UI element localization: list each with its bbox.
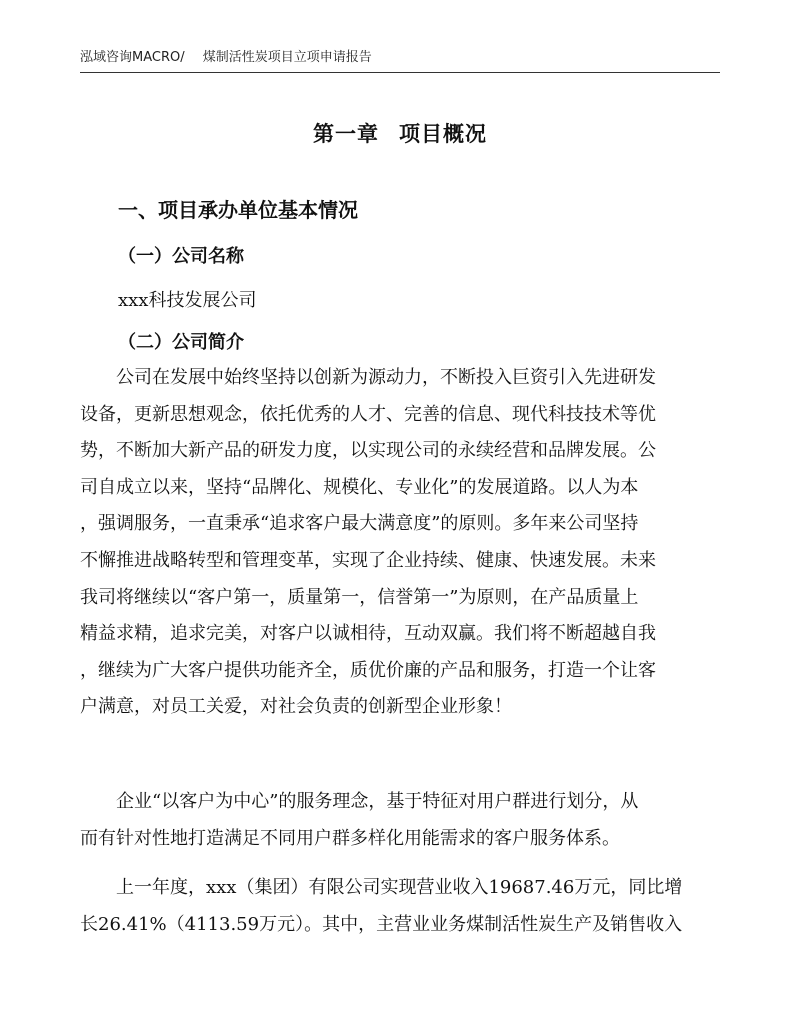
paragraph-company-profile [80, 360, 720, 726]
paragraph-line: 公司在发展中始终坚持以创新为源动力，不断投入巨资引入先进研发 [80, 367, 656, 388]
subsection-heading-company-name: （一）公司名称 [118, 246, 244, 267]
section-heading: 一、项目承办单位基本情况 [118, 198, 358, 222]
header-rule [80, 72, 720, 73]
paragraph-annual-revenue [80, 870, 720, 943]
running-header [80, 46, 372, 65]
paragraph-line: 长26.41%（4113.59万元）。其中，主营业业务煤制活性炭生产及销售收入 [80, 913, 683, 935]
chapter-title: 项目概况 [399, 122, 487, 146]
paragraph-line: 我司将继续以“客户第一，质量第一，信誉第一”为原则，在产品质量上 [80, 586, 639, 608]
paragraph-line: 不懈推进战略转型和管理变革，实现了企业持续、健康、快速发展。未来 [80, 549, 656, 571]
paragraph-line: ，继续为广大客户提供功能齐全，质优价廉的产品和服务，打造一个让客 [80, 659, 656, 681]
paragraph-line: 设备，更新思想观念，依托优秀的人才、完善的信息、现代科技技术等优 [80, 403, 656, 425]
company-name: xxx科技发展公司 [118, 290, 257, 311]
chapter-number: 第一章 [313, 122, 379, 146]
paragraph-line: 势，不断加大新产品的研发力度，以实现公司的永续经营和品牌发展。公 [80, 440, 656, 462]
subsection-heading-company-profile: （二）公司简介 [118, 332, 244, 353]
paragraph-line: 户满意，对员工关爱，对社会负责的创新型企业形象！ [80, 696, 512, 718]
chapter-heading [0, 118, 800, 148]
paragraph-service-concept [80, 784, 720, 857]
paragraph-line: 上一年度，xxx（集团）有限公司实现营业收入19687.46万元，同比增 [80, 877, 683, 898]
paragraph-line: ，强调服务，一直秉承“追求客户最大满意度”的原则。多年来公司坚持 [80, 513, 639, 535]
header-right: 煤制活性炭项目立项申请报告 [202, 50, 372, 65]
paragraph-line: 企业“以客户为中心”的服务理念，基于特征对用户群进行划分，从 [80, 791, 639, 812]
paragraph-line: 司自成立以来，坚持“品牌化、规模化、专业化”的发展道路。以人为本 [80, 476, 639, 498]
paragraph-line: 而有针对性地打造满足不同用户群多样化用能需求的客户服务体系。 [80, 827, 620, 849]
paragraph-line: 精益求精，追求完美，对客户以诚相待，互动双赢。我们将不断超越自我 [80, 623, 656, 645]
header-left: 泓域咨询MACRO/ [80, 50, 185, 65]
